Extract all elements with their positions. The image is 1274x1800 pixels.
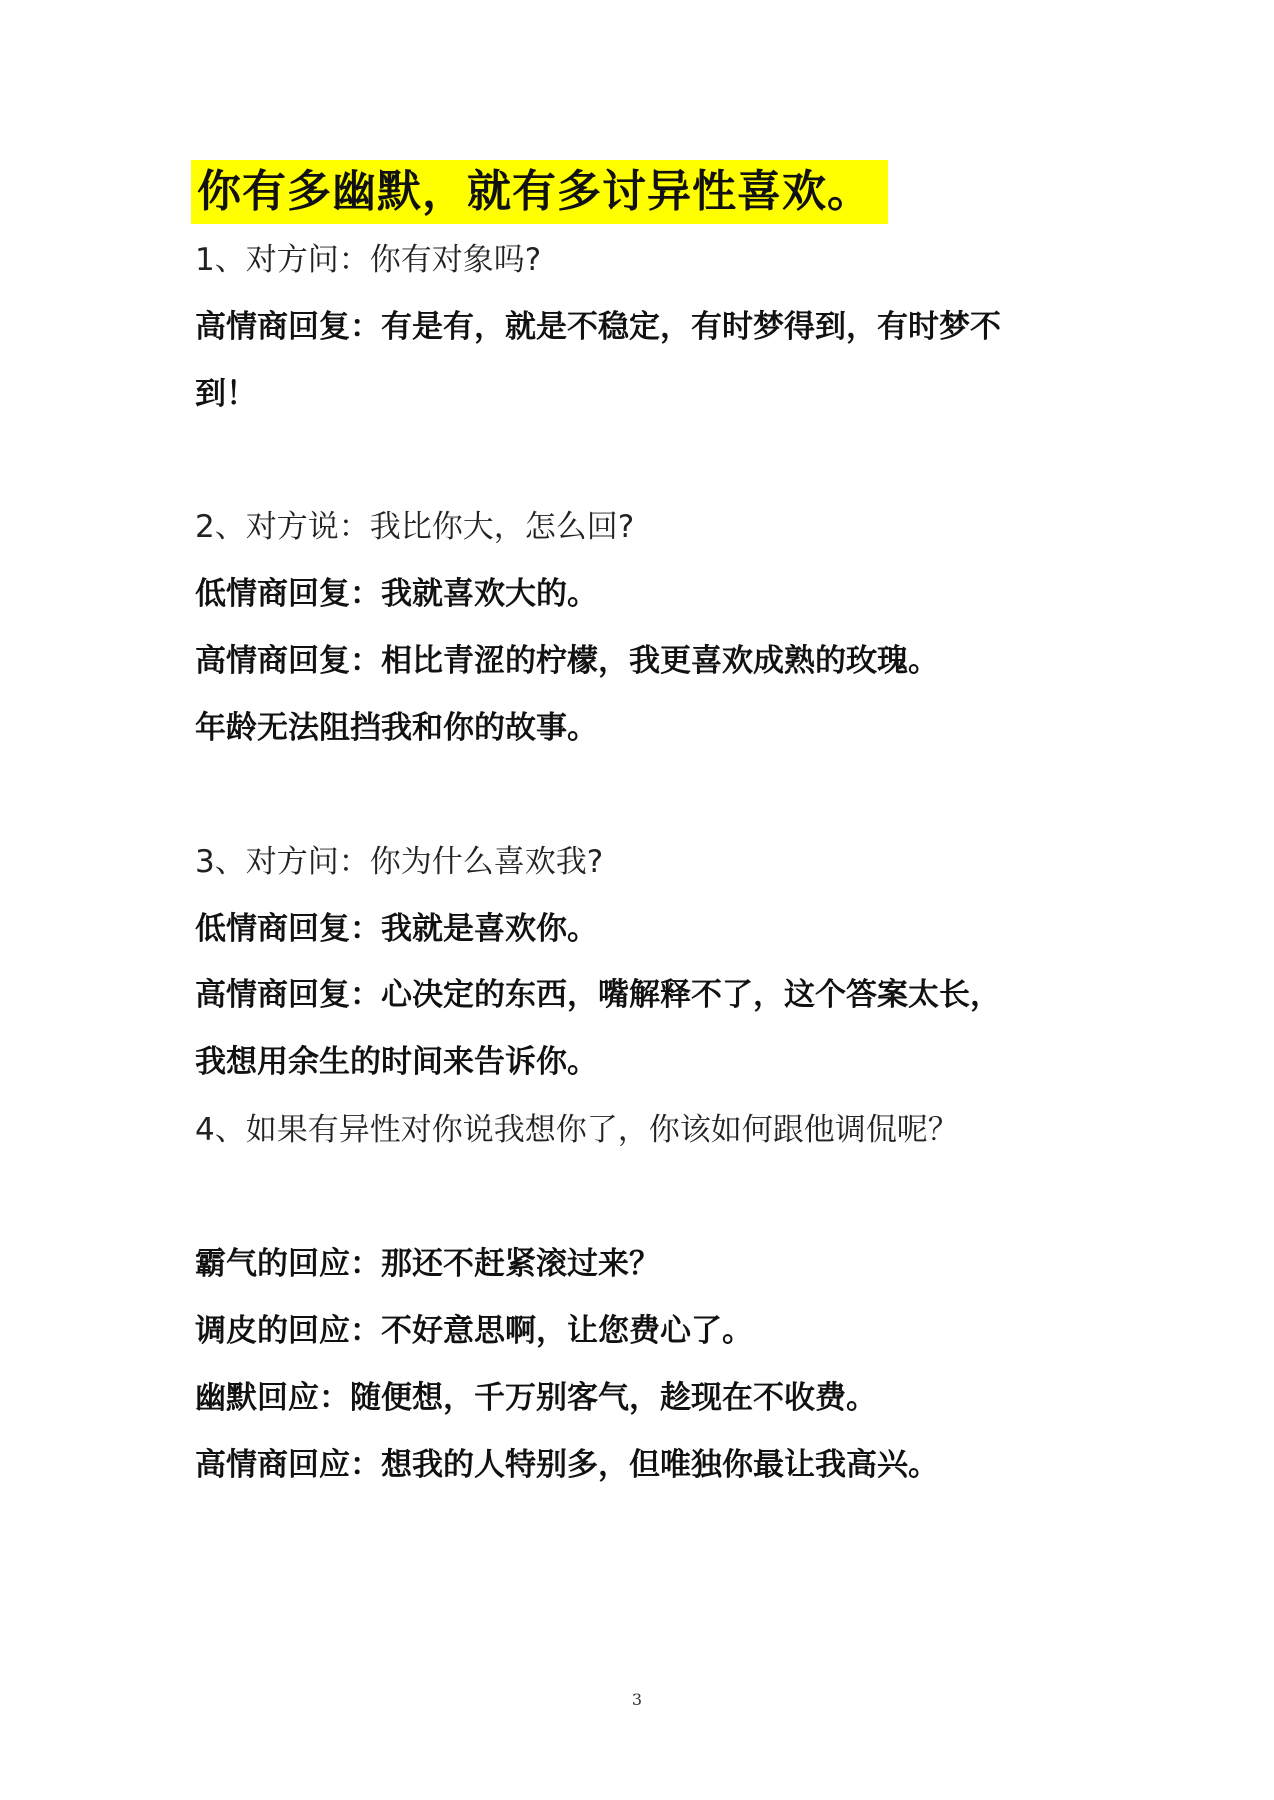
question-3: 3、对方问：你为什么喜欢我? (195, 844, 604, 880)
reply-4-3: 幽默回应：随便想，千万别客气，趁现在不收费。 (195, 1380, 877, 1416)
reply-1-2: 到！ (195, 376, 257, 412)
reply-1-1: 高情商回复：有是有，就是不稳定，有时梦得到，有时梦不 (195, 309, 1001, 345)
reply-3-1: 低情商回复：我就是喜欢你。 (195, 911, 598, 947)
reply-2-2: 高情商回复：相比青涩的柠檬，我更喜欢成熟的玫瑰。 (195, 643, 939, 679)
reply-3-3: 我想用余生的时间来告诉你。 (195, 1044, 598, 1080)
reply-4-4: 高情商回应：想我的人特别多，但唯独你最让我高兴。 (195, 1447, 939, 1483)
question-2: 2、对方说：我比你大，怎么回? (195, 509, 635, 545)
reply-4-1: 霸气的回应：那还不赶紧滚过来？ (195, 1246, 660, 1282)
page-number: 3 (631, 1690, 643, 1709)
question-1: 1、对方问：你有对象吗? (195, 242, 542, 278)
reply-2-1: 低情商回复：我就喜欢大的。 (195, 576, 598, 612)
page-title: 你有多幽默，就有多讨异性喜欢。 (197, 166, 872, 217)
title-highlight (191, 160, 888, 224)
reply-4-2: 调皮的回应：不好意思啊，让您费心了。 (195, 1313, 753, 1349)
reply-3-2: 高情商回复：心决定的东西，嘴解释不了，这个答案太长， (195, 977, 1001, 1013)
question-4: 4、如果有异性对你说我想你了，你该如何跟他调侃呢？ (195, 1112, 959, 1148)
reply-2-3: 年龄无法阻挡我和你的故事。 (195, 710, 598, 746)
